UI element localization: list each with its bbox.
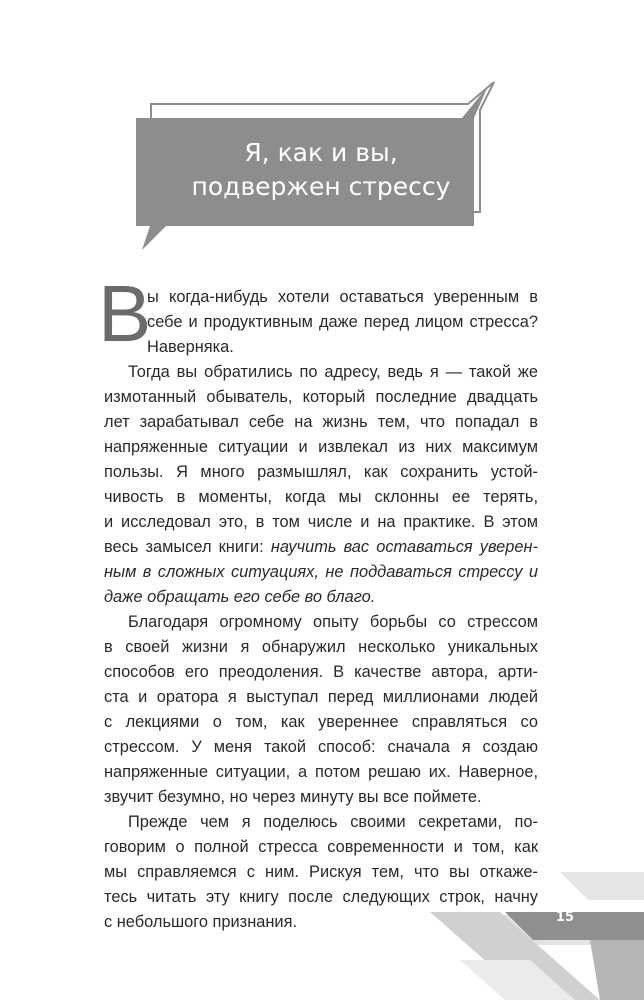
text-line: с лекциями о том, как увереннее справляться со	[104, 713, 538, 731]
text-line: с небольшого признания.	[104, 913, 297, 931]
text-line: измотанный обыватель, который последние двадцать	[104, 388, 538, 406]
text-line: ста и оратора я выступал перед миллионами людей	[104, 688, 538, 706]
text-segment-italic: научить вас оставаться уверен-	[270, 538, 538, 556]
text-line: пользы. Я много размышлял, как сохранить устой-	[104, 463, 538, 481]
text-line: Благодаря огромному опыту борьбы со стрессом	[128, 613, 538, 631]
text-line: Наверняка.	[147, 338, 234, 356]
text-line: чивость в моменты, когда мы склонны ее терять,	[104, 488, 538, 506]
chapter-title-line-1: Я, как и вы,	[244, 138, 398, 167]
text-line: лет зарабатывал себе на жизнь тем, что попадал в	[104, 413, 538, 431]
text-line: способов его преодоления. В качестве автора, арти-	[104, 663, 538, 681]
text-segment-italic: ным в сложных ситуациях, не поддаваться стрессу и	[104, 563, 538, 581]
decor-stripe-light-1	[560, 872, 644, 900]
text-segment-italic: даже обращать его себе во благо.	[104, 588, 376, 606]
text-line-mixed	[104, 535, 538, 560]
decor-stripe-dark-diag	[590, 940, 644, 1000]
text-line-italic	[104, 560, 538, 585]
text-line: тесь читать эту книгу после следующих строк, начну	[104, 888, 538, 906]
text-line: звучит безумно, но через минуту вы все поймете.	[104, 788, 482, 806]
text-line: Тогда вы обратились по адресу, ведь я — такой же	[128, 363, 538, 381]
text-line: себе и продуктивным даже перед лицом стресса?	[147, 313, 538, 331]
page-number: 15	[555, 910, 574, 925]
text-line: Прежде чем я поделюсь своими секретами, по-	[128, 813, 538, 831]
text-line-italic	[104, 585, 538, 610]
drop-cap: В	[98, 269, 152, 358]
text-segment: весь замысел книги:	[104, 538, 271, 556]
text-line: стрессом. У меня такой способ: сначала я создаю	[104, 738, 538, 756]
text-line: напряженные ситуации и извлекал из них максимум	[104, 438, 538, 456]
chapter-title	[140, 136, 502, 204]
chapter-title-line-2: подвержен стрессу	[191, 172, 451, 201]
text-line: мы справляемся с ним. Рискуя тем, что вы откаже-	[104, 863, 538, 881]
text-line: говорим о полной стресса современности и том, как	[104, 838, 538, 856]
text-line: и исследовал это, в том числе и на практике. В этом	[104, 513, 538, 531]
text-line: в своей жизни я обнаружил несколько уникальных	[104, 638, 538, 656]
text-line: напряженные ситуации, а потом решаю их. Наверное,	[104, 763, 538, 781]
body-text	[104, 285, 538, 935]
text-line: ы когда-нибудь хотели оставаться уверенным в	[147, 288, 538, 306]
